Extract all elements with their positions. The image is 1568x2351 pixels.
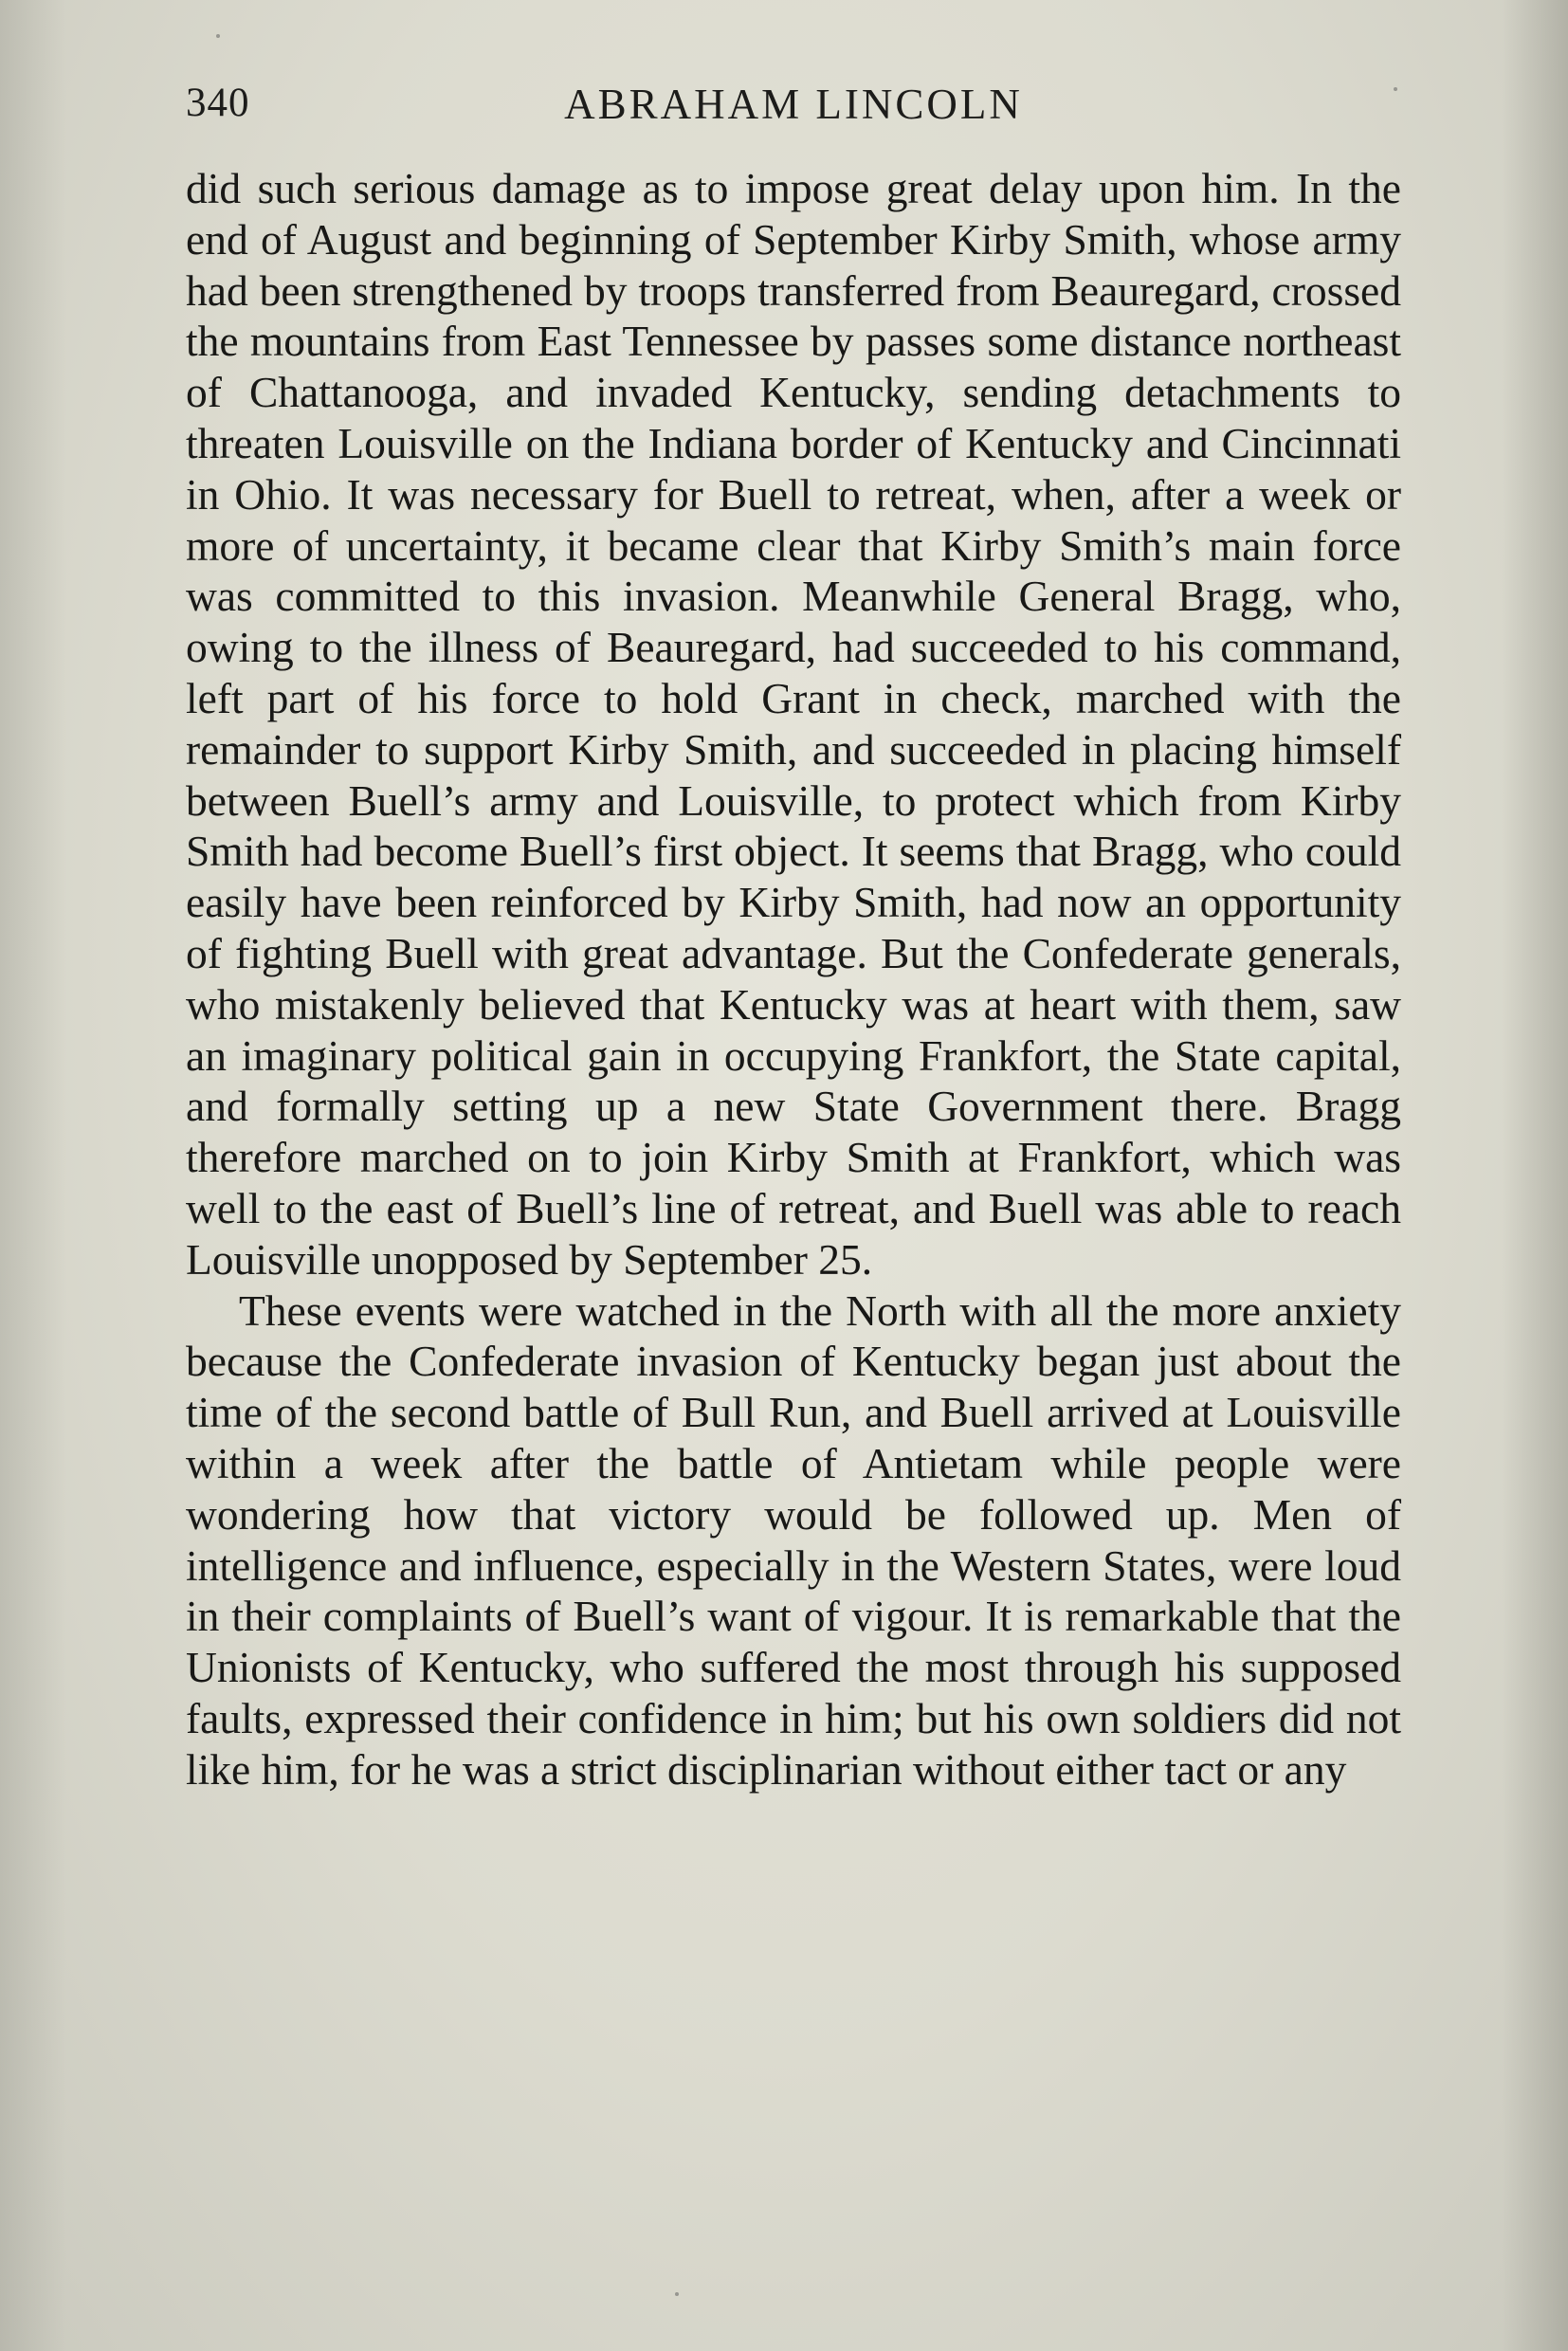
paragraph-1: did such serious damage as to impose great delay upon him. In the end of August and beginning of September Kirby Smith, whose army had been strengthened by troops transferred from Beauregard, crossed the mountains from East Tennessee by passes some distance northeast of Chattanooga, and invaded Kentucky, sending detachments to threaten Louisville on the Indiana border of Kentucky and Cincinnati in Ohio. It was necessary for Buell to retreat, when, after a week or more of uncertainty, it became clear that Kirby Smith’s main force was committed to this invasion. Meanwhile General Bragg, who, owing to the illness of Beauregard, had succeeded to his command, left part of his force to hold Grant in check, marched with the remainder to support Kirby Smith, and succeeded in placing himself between Buell’s army and Louisville, to protect which from Kirby Smith had become Buell’s first object. It seems that Bragg, who could easily have been reinforced by Kirby Smith, had now an opportunity of fighting Buell with great advantage. But the Confederate generals, who mistakenly believed that Kentucky was at heart with them, saw an imaginary political gain in occupying Frankfort, the State capital, and formally setting up a new State Government there. Bragg therefore marched on to join Kirby Smith at Frankfort, which was well to the east of Buell’s line of retreat, and Buell was able to reach Louisville unopposed by September 25.	[186, 164, 1401, 1284]
page-number: 340	[186, 81, 250, 125]
paragraph-2: These events were watched in the North with all the more anxiety because the Confederate invasion of Kentucky began just about the time of the second battle of Bull Run, and Buell arrived at Louisville within a week after the battle of Antietam while people were wondering how that victory would be followed up. Men of intelligence and influence, especially in the Western States, were loud in their complaints of Buell’s want of vigour. It is remarkable that the Unionists of Kentucky, who suffered the most through his supposed faults, expressed their confidence in him; but his own soldiers did not like him, for he was a strict disciplinarian without either tact or any	[186, 1285, 1401, 1794]
page-left-shadow	[0, 0, 66, 2351]
dust-speck	[675, 2292, 679, 2296]
dust-speck	[216, 34, 220, 38]
book-title: ABRAHAM LINCOLN	[564, 81, 1023, 128]
running-head	[186, 80, 1401, 137]
page-right-shadow	[1502, 0, 1568, 2351]
body-text	[186, 163, 1401, 1795]
dust-speck	[1394, 87, 1397, 91]
